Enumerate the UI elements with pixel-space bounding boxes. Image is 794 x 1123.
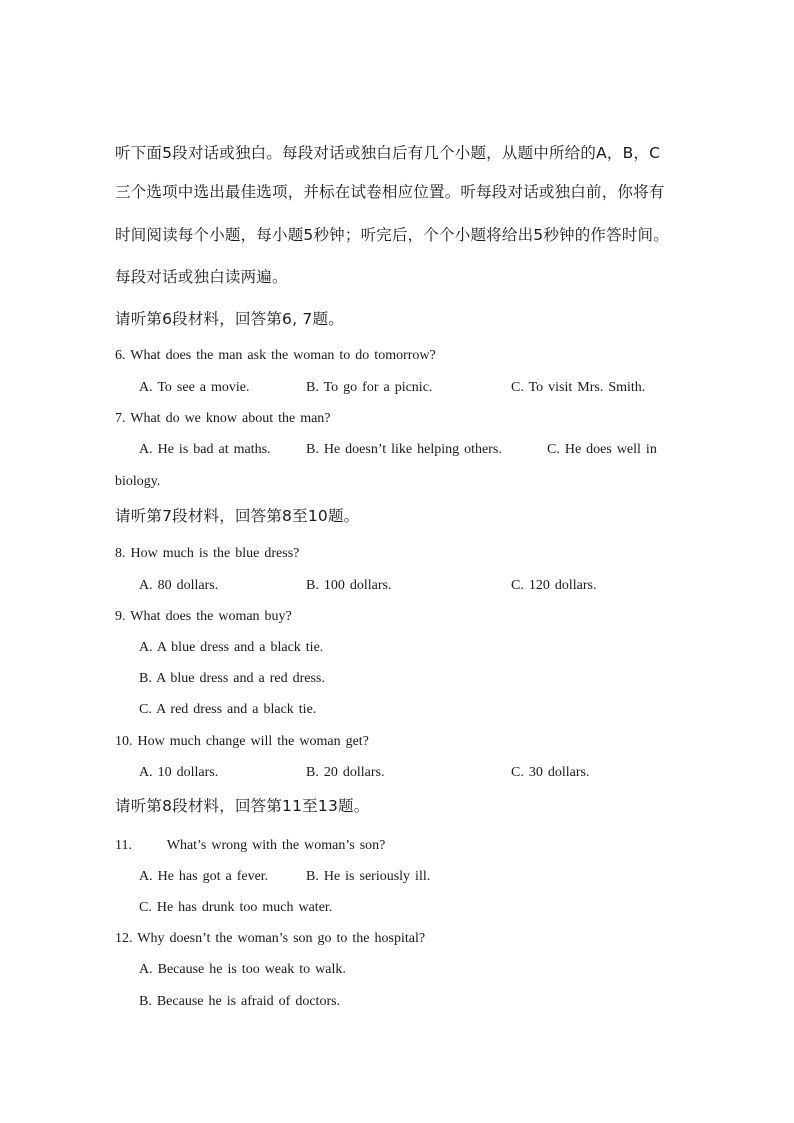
instructions-line-2: 三个选项中选出最佳选项，并标在试卷相应位置。听每段对话或独白前，你将有 [115,183,665,201]
question-12-stem: 12. Why doesn’t the woman’s son go to the hospital? [115,931,426,946]
question-9-stem: 9. What does the woman buy? [115,609,292,624]
question-9-option-c: C. A red dress and a black tie. [139,702,317,717]
question-9-option-b: B. A blue dress and a red dress. [139,671,325,686]
question-7-stem: 7. What do we know about the man? [115,411,331,426]
question-8-option-a: A. 80 dollars. [139,578,219,593]
section-heading-8: 请听第8段材料，回答第11至13题。 [115,797,370,815]
question-11-option-b: B. He is seriously ill. [306,869,431,884]
question-10-stem: 10. How much change will the woman get? [115,734,369,749]
question-12-option-b: B. Because he is afraid of doctors. [139,994,341,1009]
question-11-option-a: A. He has got a fever. [139,869,269,884]
question-6-stem: 6. What does the man ask the woman to do tomorrow? [115,348,436,363]
question-8-stem: 8. How much is the blue dress? [115,546,300,561]
question-11-option-c: C. He has drunk too much water. [139,900,333,915]
question-11-stem: 11. What’s wrong with the woman’s son? [115,838,386,853]
question-8-option-c: C. 120 dollars. [511,578,597,593]
question-12-option-a: A. Because he is too weak to walk. [139,962,346,977]
question-10-option-a: A. 10 dollars. [139,765,219,780]
question-10-option-b: B. 20 dollars. [306,765,385,780]
instructions-line-4: 每段对话或独白读两遍。 [115,268,288,286]
question-7-option-a: A. He is bad at maths. [139,442,271,457]
section-heading-6: 请听第6段材料，回答第6, 7题。 [115,310,344,328]
question-8-option-b: B. 100 dollars. [306,578,392,593]
question-10-option-c: C. 30 dollars. [511,765,590,780]
question-7-option-b: B. He doesn’t like helping others. [306,442,502,457]
question-6-option-c: C. To visit Mrs. Smith. [511,380,646,395]
question-7-option-c-continuation: biology. [115,474,161,489]
instructions-line-1: 听下面5段对话或独白。每段对话或独白后有几个小题，从题中所给的A，B，C [115,144,661,162]
instructions-line-3: 时间阅读每个小题，每小题5秒钟；听完后，个个小题将给出5秒钟的作答时间。 [115,226,669,244]
section-heading-7: 请听第7段材料，回答第8至10题。 [115,507,360,525]
question-9-option-a: A. A blue dress and a black tie. [139,640,324,655]
question-6-option-a: A. To see a movie. [139,380,250,395]
question-7-option-c: C. He does well in [547,442,657,457]
question-6-option-b: B. To go for a picnic. [306,380,433,395]
